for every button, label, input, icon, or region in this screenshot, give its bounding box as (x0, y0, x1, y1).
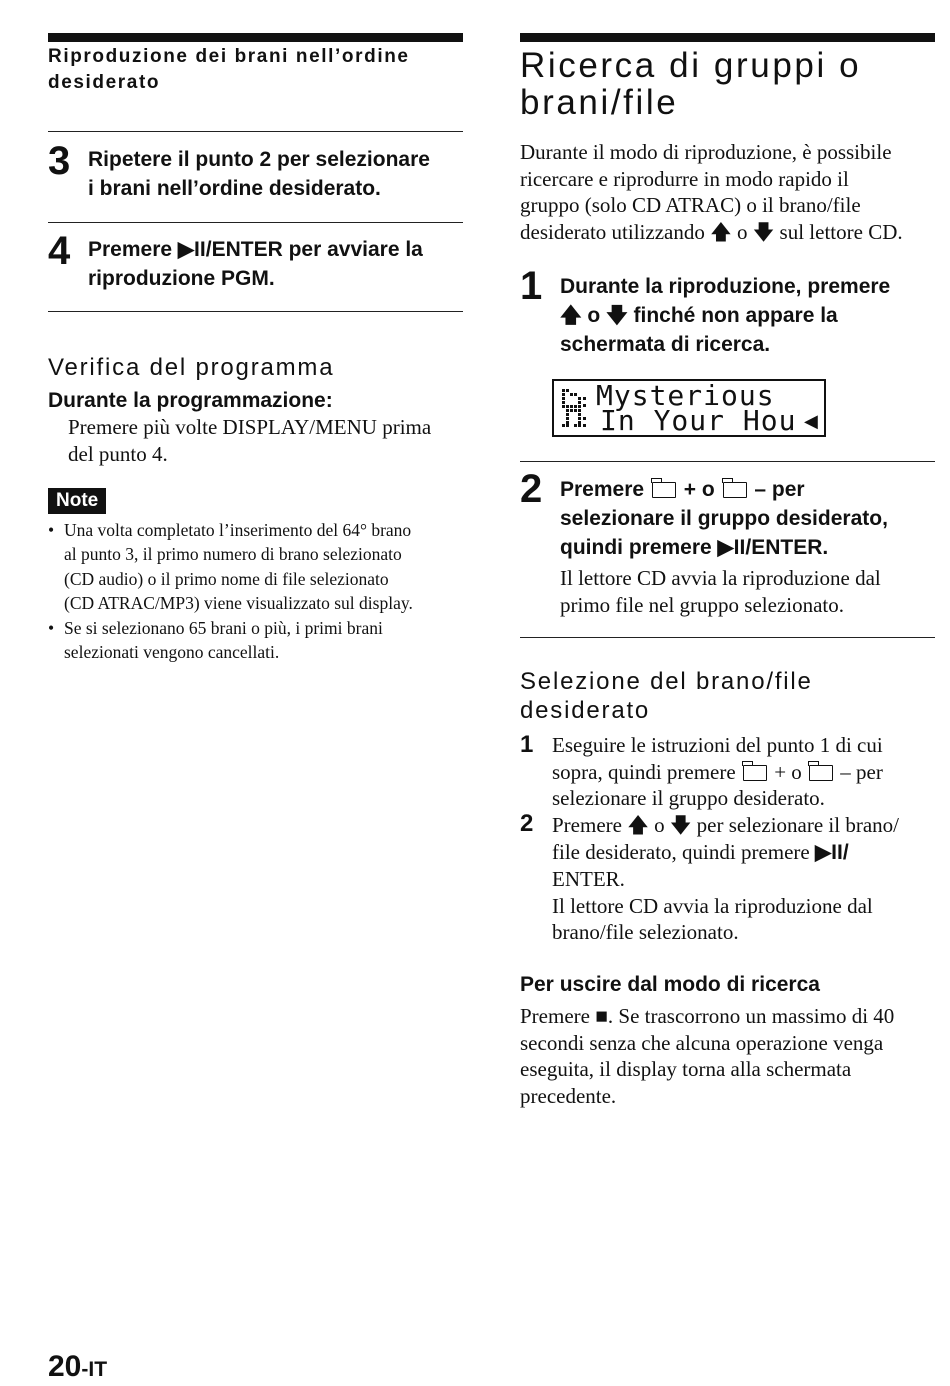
body-text: / (842, 840, 849, 864)
body-line: Il lettore CD avvia la riproduzione dal (552, 893, 873, 918)
selezione-item-2 (552, 812, 942, 946)
body-text: o (648, 813, 670, 837)
step-2-body (560, 565, 940, 618)
section-title-line: Selezione del brano/file (520, 668, 813, 695)
body-text: o (731, 219, 753, 244)
up-arrow-icon: 🡅 (627, 813, 649, 837)
note-item (48, 616, 468, 665)
up-arrow-icon: 🡅 (560, 304, 582, 327)
subheading: Per uscire dal modo di ricerca (520, 973, 820, 996)
body-line: Durante il modo di riproduzione, è possibile (520, 140, 892, 164)
step-line: Durante la riproduzione, premere (560, 275, 891, 298)
body-line: ENTER. (552, 867, 625, 891)
body-text: + o (768, 759, 808, 784)
body-text: Premere (520, 1004, 596, 1028)
body-text: per selezionare il brano/ (691, 813, 899, 837)
right-header-bar (520, 33, 935, 42)
lcd-line-1: Mysterious (596, 379, 775, 412)
section-title-verifica: Verifica del programma (48, 354, 335, 381)
step-text: + o (677, 478, 721, 501)
step-number: 1 (520, 264, 543, 308)
step-line: i brani nell’ordine desiderato. (88, 177, 381, 200)
subheading: Durante la programmazione: (48, 389, 333, 412)
body-text: file desiderato, quindi premere (552, 839, 815, 864)
body-line: brano/file selezionato. (552, 920, 739, 944)
lcd-display (552, 379, 826, 437)
scroll-left-icon: ◀ (804, 411, 818, 431)
step-number: 2 (520, 467, 543, 511)
note-line: (CD audio) o il primo nome di file selezionato (64, 568, 389, 589)
step-line: Ripetere il punto 2 per selezionare (88, 148, 430, 171)
lcd-note-icon (560, 409, 588, 431)
note-item (48, 518, 468, 616)
body-text: sul lettore CD. (774, 219, 903, 244)
step-text: Premere (560, 478, 650, 501)
step-line: selezionare il gruppo desiderato, (560, 507, 888, 530)
uscire-body (520, 1003, 940, 1109)
down-arrow-icon: 🡇 (606, 304, 628, 327)
lcd-line-2: In Your Hou (600, 404, 797, 437)
body-text: – per (835, 759, 883, 784)
step-text: quindi premere (560, 536, 718, 559)
step-text: /ENTER. (745, 536, 829, 559)
step-1-text (560, 272, 940, 359)
item-number: 1 (520, 731, 534, 758)
body-line: gruppo (solo CD ATRAC) o il brano/file (520, 193, 861, 217)
divider (520, 461, 935, 462)
verifica-body (68, 414, 468, 467)
step-number: 3 (48, 139, 71, 183)
divider (520, 637, 935, 638)
body-line: del punto 4. (68, 441, 168, 466)
title-line: brani/file (520, 83, 679, 122)
step-3-text (88, 145, 468, 203)
note-line: al punto 3, il primo numero di brano selezionato (64, 544, 402, 565)
divider (48, 311, 463, 312)
step-text: Premere (88, 238, 178, 261)
body-line: Il lettore CD avvia la riproduzione dal (560, 566, 881, 590)
page-number (48, 1350, 107, 1384)
folder-icon (652, 482, 676, 498)
body-line: primo file nel gruppo selezionato. (560, 592, 845, 617)
play-pause-icon: ▶II (177, 238, 206, 261)
play-pause-icon: ▶II (717, 536, 746, 559)
page-number-suffix: -IT (81, 1358, 108, 1381)
intro-paragraph (520, 139, 940, 245)
item-number: 2 (520, 810, 534, 837)
folder-icon (743, 765, 767, 781)
title-line: Ricerca di gruppi o (520, 46, 862, 85)
body-line: Premere più volte DISPLAY/MENU prima (68, 415, 432, 439)
body-text: sopra, quindi premere (552, 759, 741, 784)
bullet-icon: • (48, 520, 55, 540)
body-text: . Se trascorrono un massimo di 40 (607, 1004, 895, 1028)
step-text: finché non appare la (627, 304, 838, 327)
step-text: – per (748, 478, 805, 501)
running-head-line: Riproduzione dei brani nell’ordine (48, 46, 410, 67)
step-line: schermata di ricerca. (560, 333, 771, 356)
page-number-value: 20 (48, 1350, 82, 1383)
up-arrow-icon: 🡅 (710, 219, 732, 244)
step-4-text (88, 235, 468, 293)
body-line: secondi senza che alcuna operazione venga (520, 1030, 884, 1055)
note-line: selezionati vengono cancellati. (64, 642, 280, 663)
folder-icon (809, 765, 833, 781)
bullet-icon: • (48, 617, 55, 638)
step-line: riproduzione PGM. (88, 267, 275, 290)
note-line: Una volta completato l’inserimento del 64° brano (64, 520, 412, 540)
section-title-line: desiderato (520, 697, 651, 724)
body-text: Premere (552, 813, 628, 837)
section-title-selezione (520, 667, 940, 725)
play-pause-icon: ▶II (814, 840, 843, 864)
running-head-line: desiderato (48, 72, 161, 93)
body-line: ricercare e riprodurre in modo rapido il (520, 166, 849, 191)
note-line: (CD ATRAC/MP3) viene visualizzato sul display. (64, 593, 413, 614)
divider (48, 131, 463, 132)
page-title (520, 47, 940, 121)
running-head (48, 44, 463, 96)
step-2-text (560, 475, 940, 562)
divider (48, 222, 463, 223)
body-line: eseguita, il display torna alla schermata (520, 1057, 852, 1081)
note-badge: Note (48, 488, 106, 514)
note-list (48, 518, 468, 664)
body-text: desiderato utilizzando (520, 219, 711, 244)
down-arrow-icon: 🡇 (669, 813, 692, 837)
selezione-item-1 (552, 732, 942, 812)
body-line: Eseguire le istruzioni del punto 1 di cui (552, 733, 883, 757)
left-header-bar (48, 33, 463, 42)
folder-icon (723, 482, 747, 498)
step-text: /ENTER per avviare la (205, 238, 423, 261)
body-line: selezionare il gruppo desiderato. (552, 786, 825, 810)
stop-icon: ■ (595, 1004, 608, 1028)
note-line: Se si selezionano 65 brani o più, i primi brani (64, 617, 383, 638)
step-number: 4 (48, 229, 71, 273)
step-text: o (581, 304, 607, 327)
body-line: precedente. (520, 1083, 617, 1108)
down-arrow-icon: 🡇 (752, 219, 775, 244)
